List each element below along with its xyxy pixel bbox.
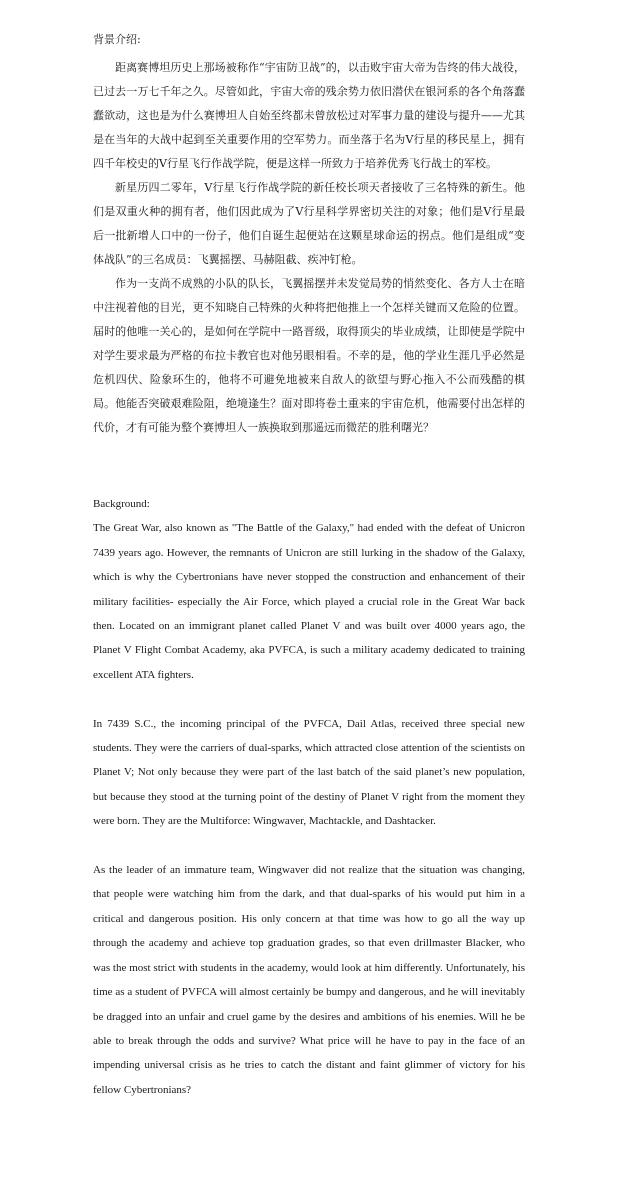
chinese-heading: 背景介绍: bbox=[93, 33, 141, 46]
english-heading: Background: bbox=[93, 498, 150, 510]
chinese-paragraph-1: 距离赛博坦历史上那场被称作“宇宙防卫战”的，以击败宇宙大帝为告终的伟大战役，已过去一万七千年之久。尽管如此，宇宙大帝的残余势力依旧潜伏在银河系的各个角落蠢蠢欲动，这也是为什么赛博坦人自始至终都未曾放松过对军事力量的建设与提升——尤其是在当年的大战中起到至关重要作用的空军势力。而坐落于名为V行星的移民星上，拥有四千年校史的V行星飞行作战学院，便是这样一所致力于培养优秀飞行战士的军校。 bbox=[93, 61, 525, 170]
english-background-section bbox=[93, 492, 525, 1102]
english-paragraph-2: In 7439 S.C., the incoming principal of the PVFCA, Dail Atlas, received three special new students. They were the carriers of dual-sparks, which attracted close attention of the scientists on Planet V; Not only because they were part of the last batch of the said planet’s new population, but because they stood at the turning point of the destiny of Planet V right from the moment they were born. They are the Multiforce: Wingwaver, Machtackle, and Dashtacker. bbox=[93, 717, 525, 828]
chinese-background-section bbox=[93, 28, 525, 440]
chinese-paragraph-3: 作为一支尚不成熟的小队的队长，飞翼摇摆并未发觉局势的悄然变化、各方人士在暗中注视着他的目光，更不知晓自己特殊的火种将把他推上一个怎样关键而又危险的位置。届时的他唯一关心的，是如何在学院中一路晋级，取得顶尖的毕业成绩，让即使是学院中对学生要求最为严格的布拉卡教官也对他另眼相看。不幸的是，他的学业生涯几乎必然是危机四伏、险象环生的，他将不可避免地被来自敌人的欲望与野心拖入不公而残酷的棋局。他能否突破艰难险阻，绝境逢生？面对即将卷土重来的宇宙危机，他需要付出怎样的代价，才有可能为整个赛博坦人一族换取到那遥远而微茫的胜利曙光？ bbox=[93, 277, 525, 434]
english-paragraph-3: As the leader of an immature team, Wingwaver did not realize that the situation was changing, that people were watching him from the dark, and that dual-sparks of his would put him in a critical and dangerous position. His only concern at that time was how to go all the way up through the academy and achieve top graduation grades, so that even drillmaster Blacker, who was the most strict with students in the academy, would look at him differently. Unfortunately, his time as a student of PVFCA will almost certainly be bumpy and dangerous, and he will inevitably be dragged into an unfair and cruel game by the desires and ambitions of his enemies. Will he be able to break through the odds and survive? What price will he have to pay in the face of an impending universal crisis as he tries to catch the distant and faint glimmer of victory for his fellow Cybertronians? bbox=[93, 864, 525, 1096]
english-paragraph-1: The Great War, also known as "The Battle of the Galaxy," had ended with the defeat of Unicron 7439 years ago. However, the remnants of Unicron are still lurking in the shadow of the Galaxy, which is why the Cybertronians have never stopped the construction and enhancement of their military facilities- especially the Air Force, which played a crucial role in the Great War back then. Located on an immigrant planet called Planet V and was built over 4000 years ago, the Planet V Flight Combat Academy, aka PVFCA, is such a military academy dedicated to training excellent ATA fighters. bbox=[93, 522, 525, 681]
chinese-paragraph-2: 新星历四二零年，V行星飞行作战学院的新任校长项天者接收了三名特殊的新生。他们是双重火种的拥有者，他们因此成为了V行星科学界密切关注的对象；他们是V行星最后一批新增人口中的一份子，他们自诞生起便站在这颗星球命运的拐点。他们是组成“变体战队”的三名成员：飞翼摇摆、马赫阻截、疾冲钉枪。 bbox=[93, 181, 525, 266]
